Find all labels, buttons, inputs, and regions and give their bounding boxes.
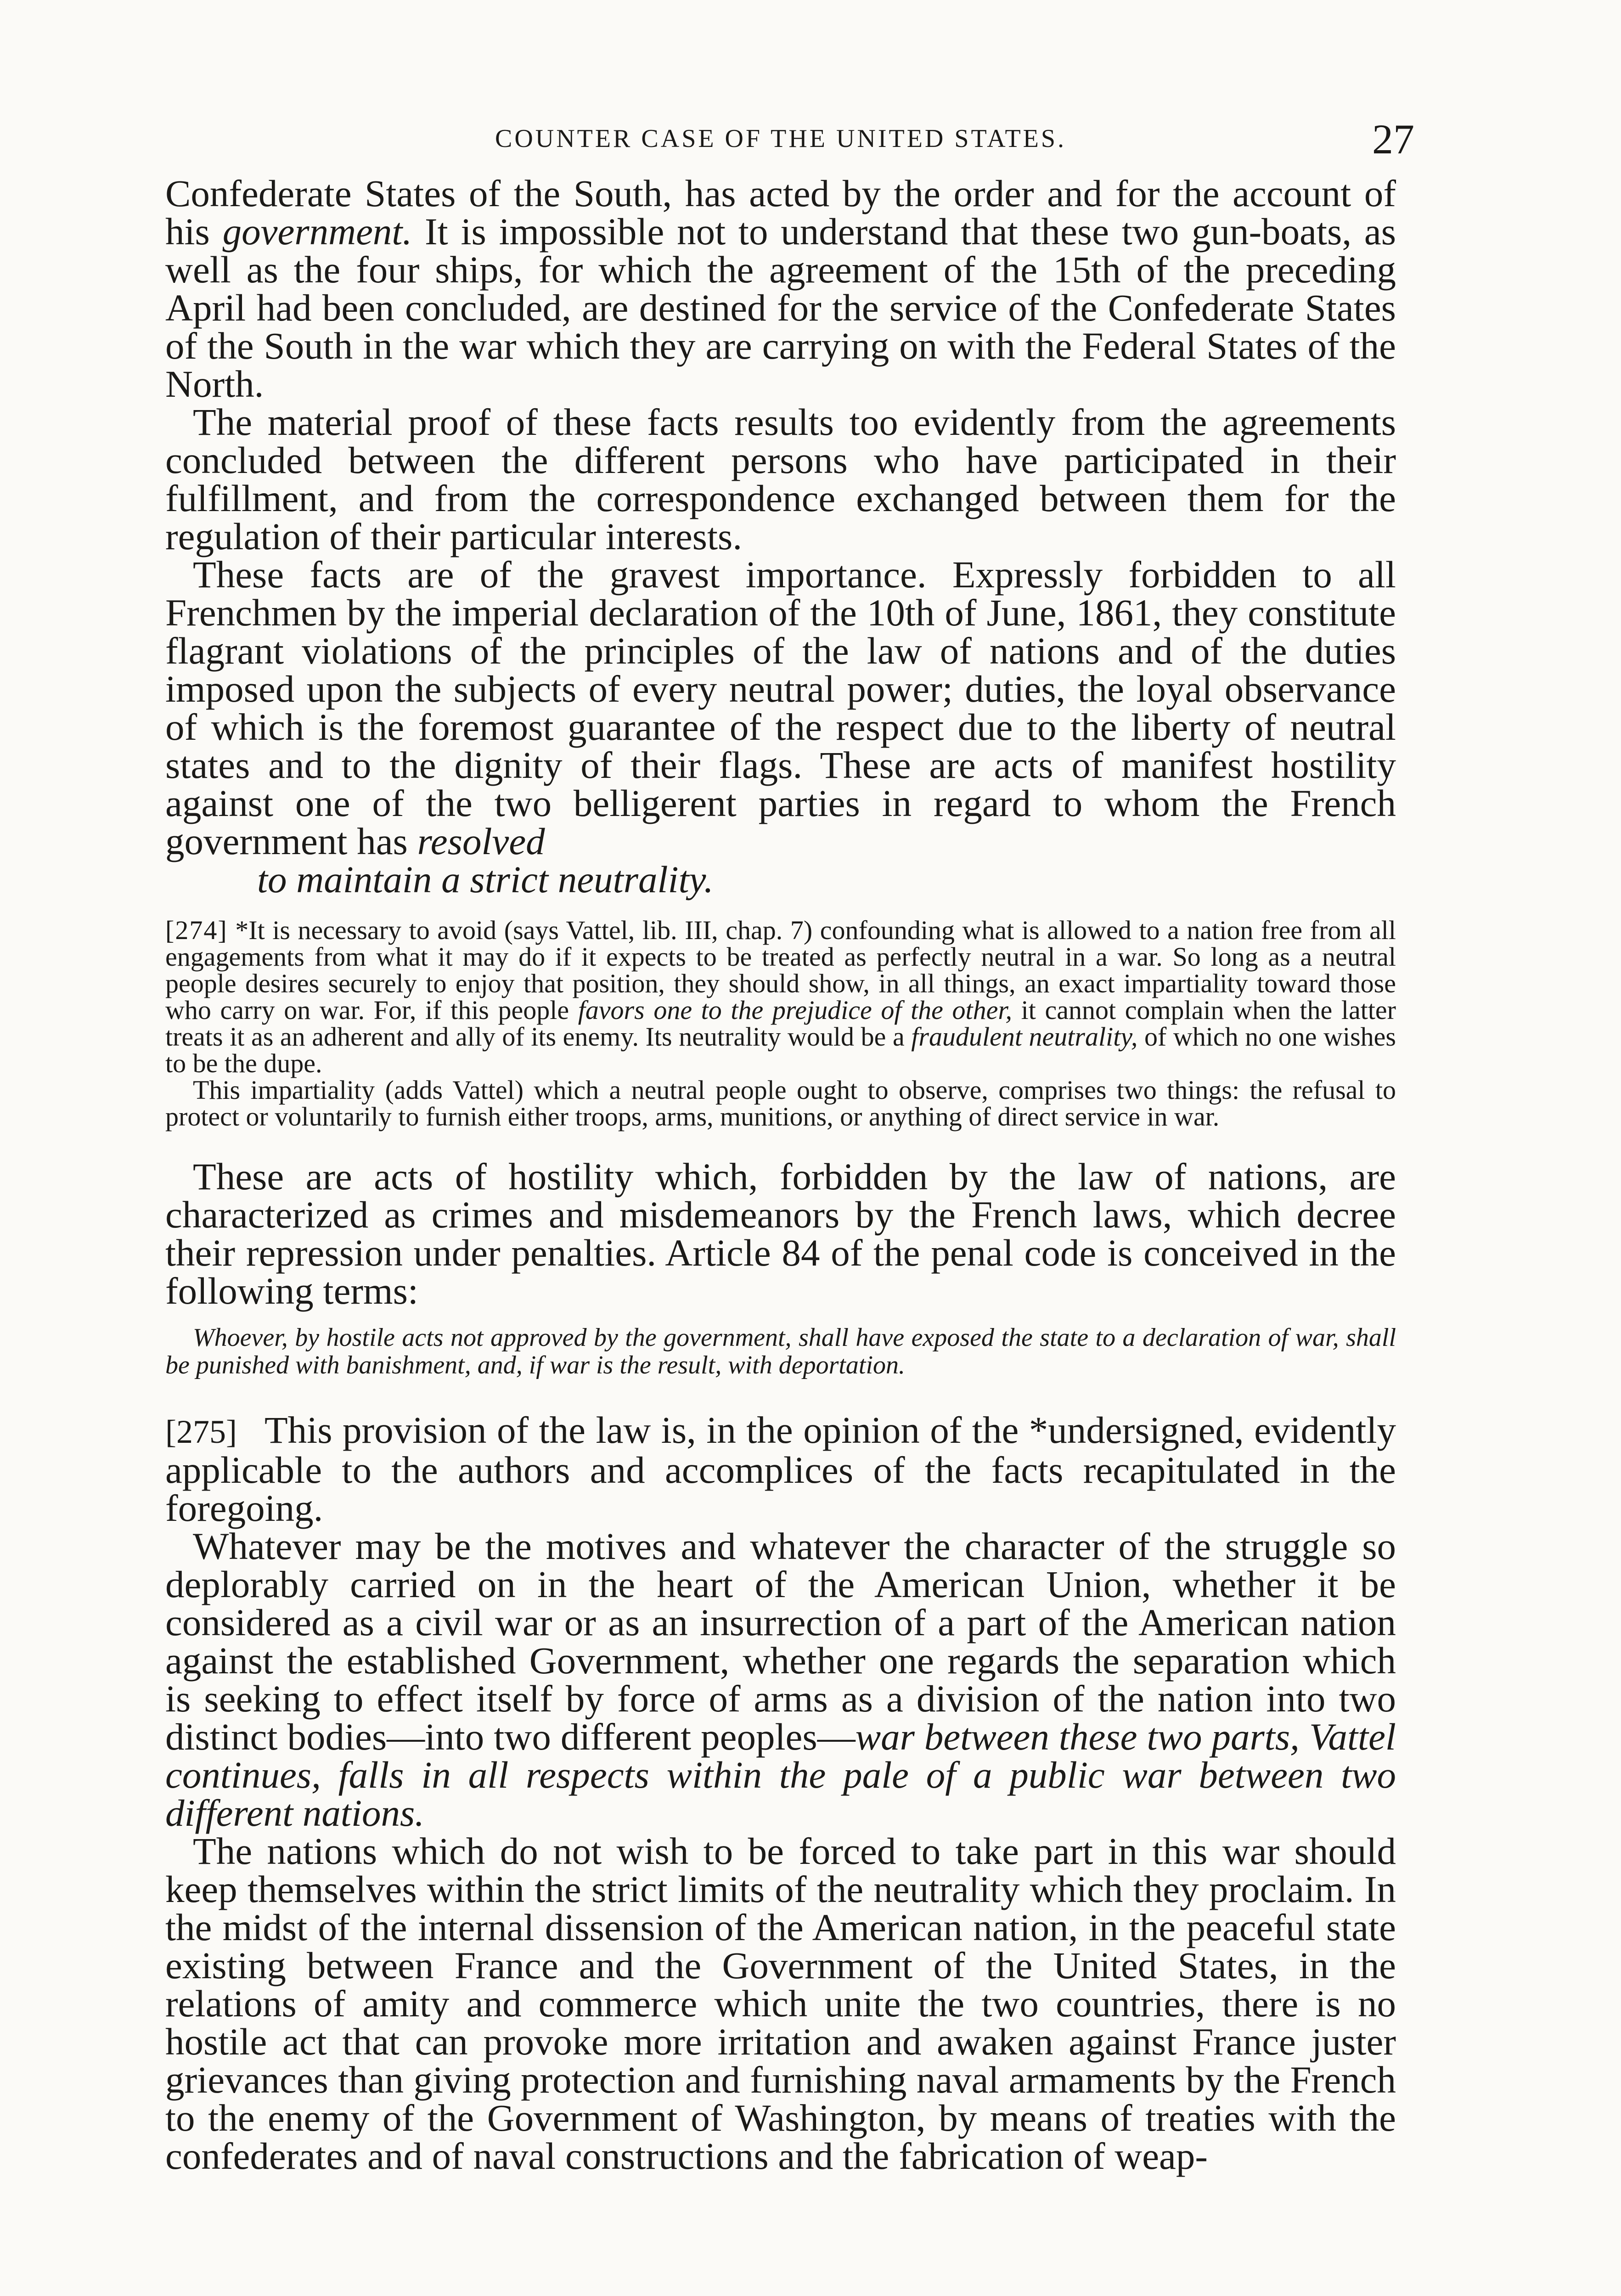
margin-marker-274: [274] [165, 915, 228, 945]
text-run: It is impossible not to understand that these two gun-boats, as well as the four ships, for which the agreement of the 15th of the preceding April had been concluded, are destined for the service of the Confederate States of the South in the war which they are carrying on with the Federal States of the North. [165, 210, 1396, 405]
penal-code-quote: Whoever, by hostile acts not approved by the government, shall have exposed the state to a declaration of war, shall be punished with banishment, and, if war is the result, with deportation. [165, 1323, 1396, 1379]
page-number: 27 [1372, 116, 1414, 163]
paragraph-whatever-motives [165, 1527, 1396, 1832]
document-page [165, 115, 1414, 2177]
emphasis-fraudulent: fraudulent neutrality, [911, 1022, 1138, 1052]
paragraph-gravest-importance [165, 553, 1396, 862]
paragraph-continuation [165, 174, 1396, 403]
paragraph-material-proof: The material proof of these facts results too evidently from the agreements concluded between the different persons who have participated in their fulfillment, and from the correspondence exchanged between them for the regulation of their particular interests. [165, 401, 1396, 557]
footnote-vattel [165, 917, 1396, 1077]
emphasis-favors: favors one to the prejudice of the other, [578, 995, 1013, 1025]
paragraph-strict-neutrality: to maintain a strict neutrality. [257, 858, 714, 900]
paragraph-nations-neutral: The nations which do not wish to be forced to take part in this war should keep themselves within the strict limits of the neutrality which they proclaim. In the midst of the internal dissension of the American nation, in the peaceful state existing between France and the Government of the United States, in the relations of amity and commerce which unite the two countries, there is no hostile act that can provoke more irritation and awaken against France juster grievances than giving protection and furnishing naval armaments by the French to the enemy of the Government of Washington, by means of treaties with the confederates and of naval constructions and the fabrication of weap- [165, 1830, 1396, 2177]
text-run: These facts are of the gravest importance. Expressly forbidden to all Frenchmen by the imperial declaration of the 10th of June, 1861, they constitute flagrant violations of the principles of the law of nations and of the duties imposed upon the subjects of every neutral power; duties, the loyal observance of which is the foremost guarantee of the respect due to the liberty of neutral states and to the dignity of their flags. These are acts of manifest hostility against one of the two belligerent parties in regard to whom the French government has [165, 553, 1396, 862]
running-head: COUNTER CASE OF THE UNITED STATES. [495, 124, 1067, 153]
paragraph-acts-of-hostility: These are acts of hostility which, forbidden by the law of nations, are characterized as crimes and misdemeanors by the French laws, which decree their repression under penalties. Article 84 of the penal code is conceived in the following terms: [165, 1155, 1396, 1312]
emphasis-government: government. [222, 210, 412, 253]
footnote-impartiality: This impartiality (adds Vattel) which a neutral people ought to observe, comprises two things: the refusal to protect or voluntarily to furnish either troops, arms, munitions, or anything of direct service in war. [165, 1075, 1396, 1131]
text-run: it cannot complain when the latter treats it as an adherent and ally of its enemy. Its neutrality would be a [165, 995, 1396, 1052]
margin-marker-275: [275] [165, 1413, 237, 1450]
text-run: Whatever may be the motives and whatever the character of the struggle so deplorably carried on in the heart of the American Union, whether it be considered as a civil war or as an insurrection of a part of the American nation against the established Government, whether one regards the separation which is seeking to effect itself by force of arms as a division of the nation into two distinct bodies—into two different peoples— [165, 1525, 1396, 1758]
text-run: *It is necessary to avoid (says Vattel, lib. III, chap. 7) confounding what is allowed to a nation free from all engagements from what it may do if it expects to be treated as perfectly neutral in a war. So long as a neutral people desires securely to enjoy that position, they should show, in all things, an exact impartiality toward those who carry on war. For, if this people [165, 915, 1396, 1025]
emphasis-resolved: resolved [417, 820, 545, 862]
text-run: of which no one wishes to be the dupe. [165, 1022, 1396, 1078]
text-run: This provision of the law is, in the opinion of the *undersigned, evidently applicable to the authors and accomplices of the facts recapitulated in the foregoing. [165, 1409, 1396, 1529]
emphasis-vattel: war between these two parts, Vattel continues, falls in all respects within the pale of a public war between two different nations. [165, 1716, 1396, 1834]
paragraph-provision [165, 1411, 1396, 1527]
page-header [165, 115, 1414, 174]
text-run: Confederate States of the South, has acted by the order and for the account of his [165, 172, 1396, 253]
